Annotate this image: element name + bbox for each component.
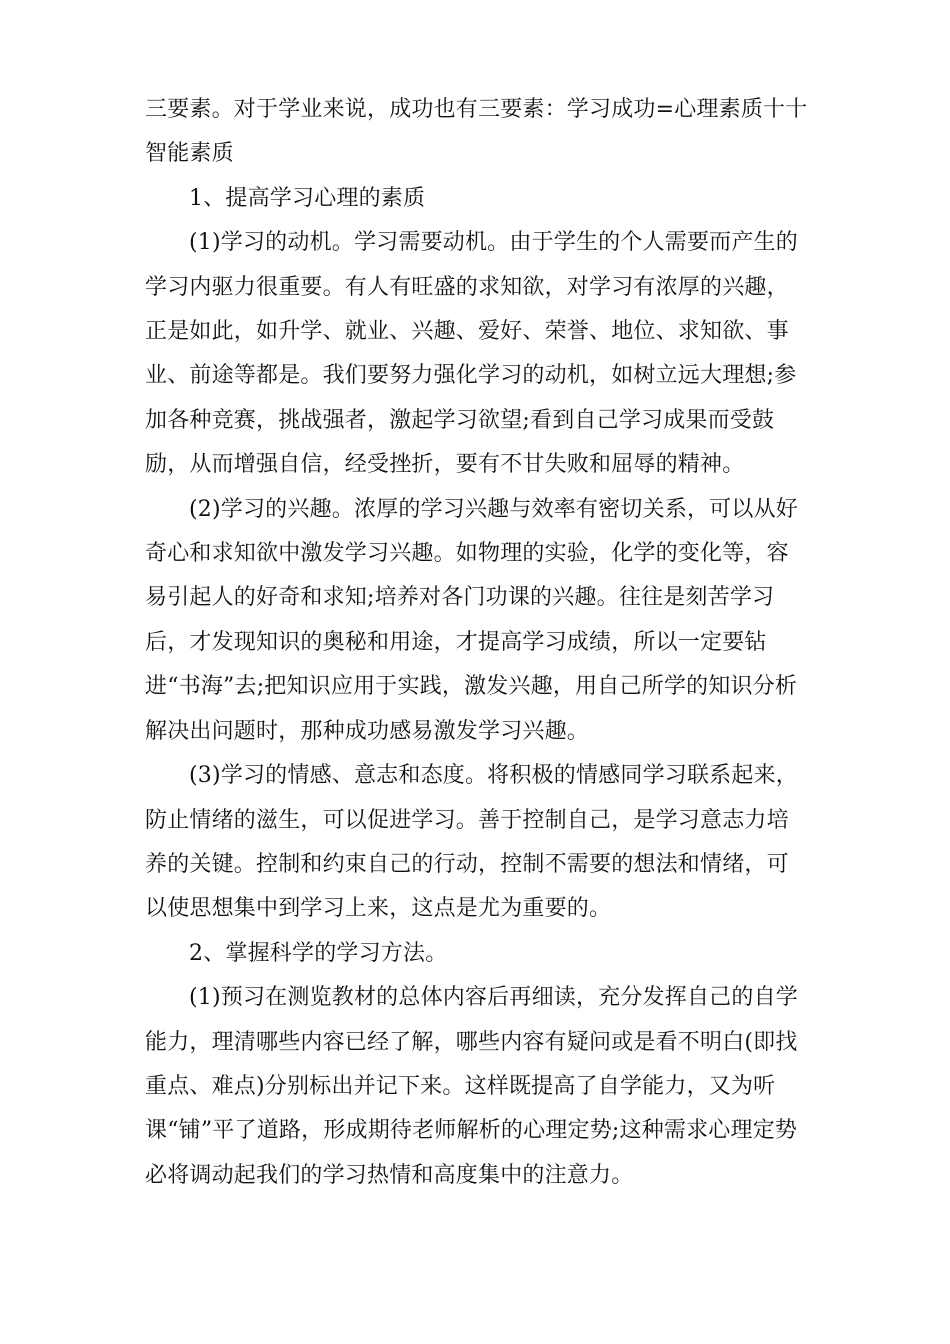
- paragraph-motivation: (1)学习的动机。学习需要动机。由于学生的个人需要而产生的学习内驱力很重要。有人有旺盛的求知欲，对学习有浓厚的兴趣，正是如此，如升学、就业、兴趣、爱好、荣誉、地位、求知欲、事业、前途等都是。我们要努力强化学习的动机，如树立远大理想;参加各种竞赛，挑战强者，激起学习欲望;看到自己学习成果而受鼓励，从而增强自信，经受挫折，要有不甘失败和屈辱的精神。: [145, 230, 798, 478]
- section-heading-1: 1、提高学习心理的素质: [189, 185, 426, 211]
- paragraph-interest: (2)学习的兴趣。浓厚的学习兴趣与效率有密切关系，可以从好奇心和求知欲中激发学习兴趣。如物理的实验，化学的变化等，容易引起人的好奇和求知;培养对各门功课的兴趣。往往是刻苦学习后，才发现知识的奥秘和用途，才提高学习成绩，所以一定要钻进“书海”去;把知识应用于实践，激发兴趣，用自己所学的知识分析解决出问题时，那种成功感易激发学习兴趣。: [145, 496, 798, 744]
- paragraph-preview: (1)预习在测览教材的总体内容后再细读，充分发挥自己的自学能力，理清哪些内容已经了解，哪些内容有疑问或是看不明白(即找重点、难点)分别标出并记下来。这样既提高了自学能力，又为听课“铺”平了道路，形成期待老师解析的心理定势;这种需求心理定势必将调动起我们的学习热情和高度集中的注意力。: [145, 985, 798, 1188]
- section-heading-2: 2、掌握科学的学习方法。: [189, 940, 448, 966]
- paragraph-continuation: 三要素。对于学业来说，成功也有三要素：学习成功=心理素质十十智能素质: [145, 97, 808, 167]
- paragraph-emotion-will: (3)学习的情感、意志和态度。将积极的情感同学习联系起来，防止情绪的滋生，可以促进学习。善于控制自己，是学习意志力培养的关键。控制和约束自己的行动，控制不需要的想法和情绪，可以使思想集中到学习上来，这点是尤为重要的。: [145, 763, 798, 922]
- document-page: [145, 88, 809, 1198]
